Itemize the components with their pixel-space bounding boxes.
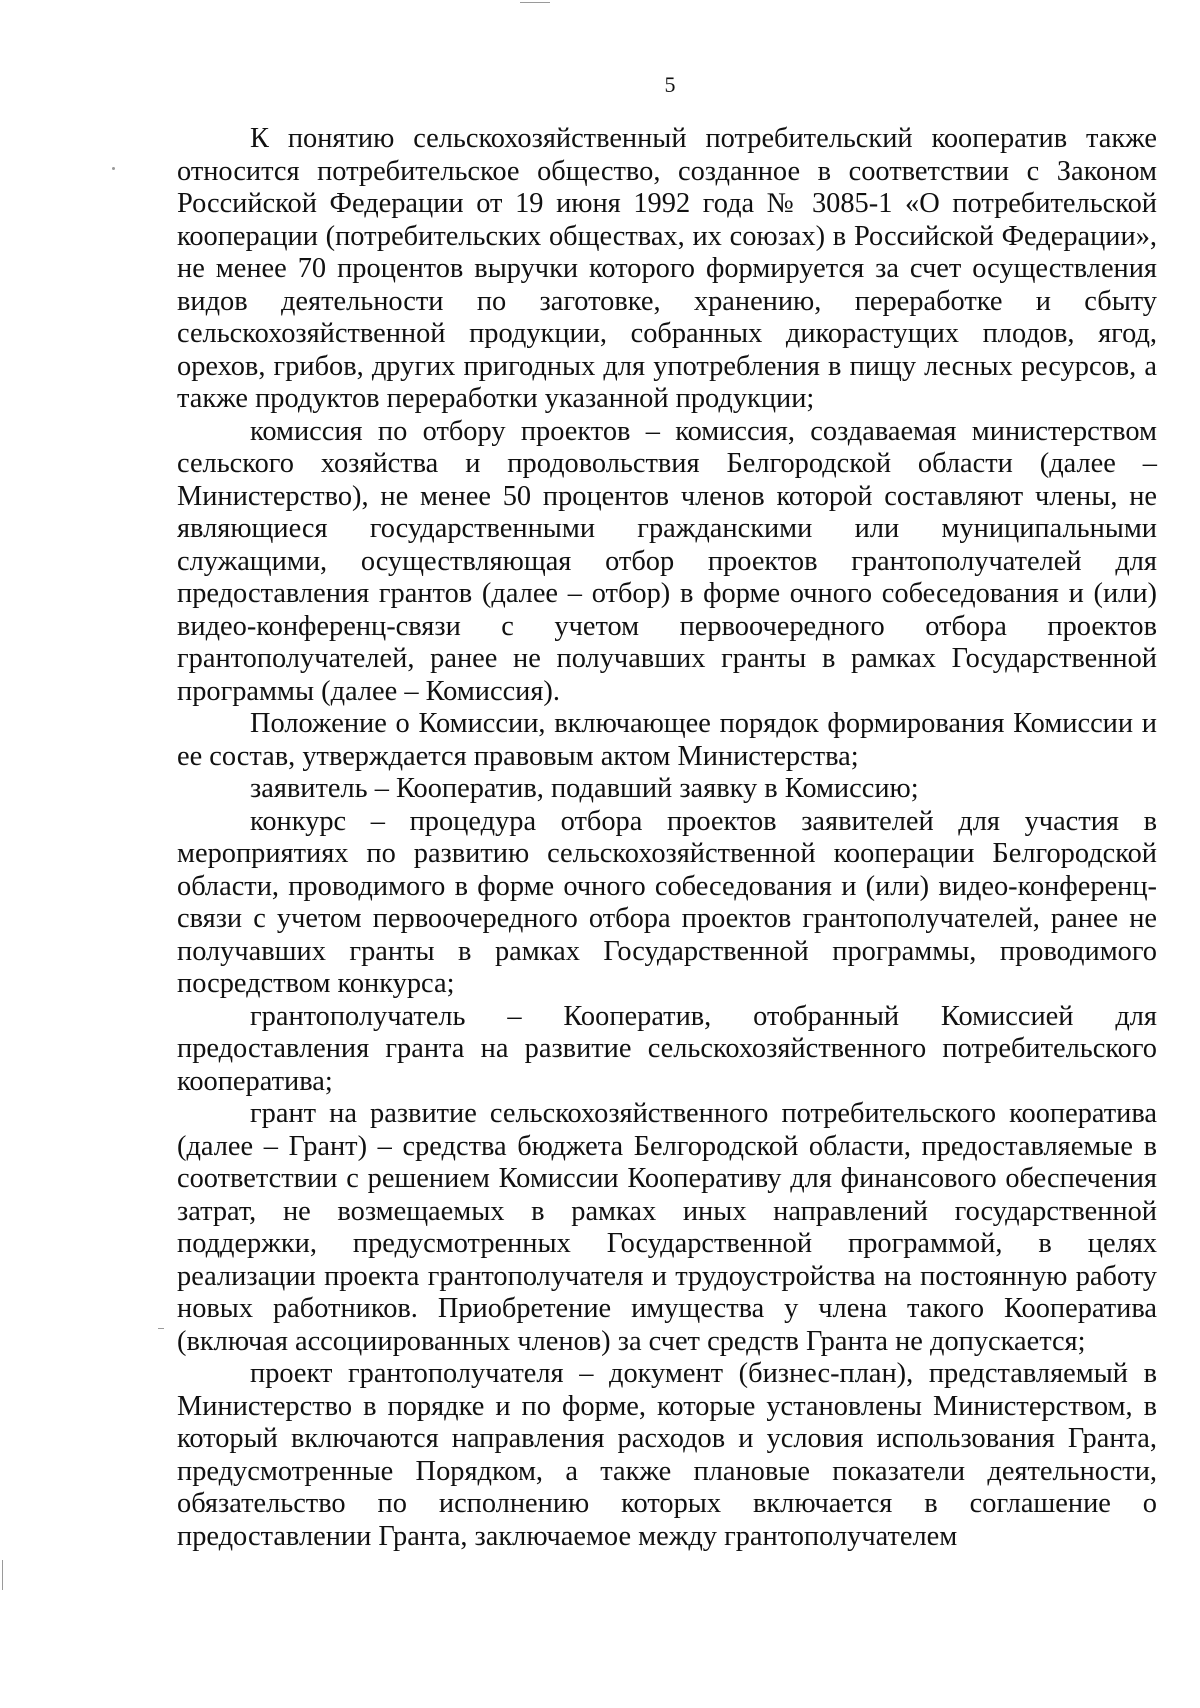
paragraph-commission-regulation: Положение о Комиссии, включающее порядок формирования Комиссии и ее состав, утверждается правовым актом Министерства; [177,708,1157,772]
paragraph-competition: конкурс – процедура отбора проектов заявителей для участия в мероприятиях по развитию сельскохозяйственной кооперации Белгородской области, проводимого в форме очного собеседования и (или) видео-конференц-связи с учетом первоочередного отбора проектов грантополучателей, ранее не получавших гранты в рамках Государственной программы, проводимого посредством конкурса; [177,805,1157,999]
paragraph-grant: грант на развитие сельскохозяйственного потребительского кооператива (далее – Грант) – средства бюджета Белгородской области, предоставляемые в соответствии с решением Комиссии Кооперативу для финансового обеспечения затрат, не возмещаемых в рамках иных направлений государственной поддержки, предусмотренных Государственной программой, в целях реализации проекта грантополучателя и трудоустройства на постоянную работу новых работников. Приобретение имущества у члена такого Кооператива (включая ассоциированных членов) за счет средств Гранта не допускается; [177,1098,1157,1357]
scan-mark-left-dot [112,167,115,170]
scan-mark-left-edge [2,1560,3,1590]
document-body [177,123,1157,1553]
paragraph-applicant: заявитель – Кооператив, подавший заявку в Комиссию; [250,773,919,804]
page-number: 5 [664,72,676,97]
paragraph-recipient-project: проект грантополучателя – документ (бизнес-план), представляемый в Министерство в порядке и по форме, которые установлены Министерством, в который включаются направления расходов и условия использования Гранта, предусмотренные Порядком, а также плановые показатели деятельности, обязательство по исполнению которых включается в соглашение о предоставлении Гранта, заключаемое между грантополучателем [177,1358,1157,1552]
paragraph-grant-recipient: грантополучатель – Кооператив, отобранный Комиссией для предоставления гранта на развитие сельскохозяйственного потребительского кооператива; [177,1000,1157,1097]
paragraph-selection-commission: комиссия по отбору проектов – комиссия, создаваемая министерством сельского хозяйства и продовольствия Белгородской области (далее – Министерство), не менее 50 процентов членов которой составляют члены, не являющиеся государственными гражданскими или муниципальными служащими, осуществляющая отбор проектов грантополучателей для предоставления грантов (далее – отбор) в форме очного собеседования и (или) видео-конференц-связи с учетом первоочередного отбора проектов грантополучателей, ранее не получавших гранты в рамках Государственной программы (далее – Комиссия). [177,415,1157,707]
scan-mark-top [520,2,550,3]
scan-mark-left-dash [158,1328,164,1329]
paragraph-cooperative-definition: К понятию сельскохозяйственный потребительский кооператив также относится потребительское общество, созданное в соответствии с Законом Российской Федерации от 19 июня 1992 года № 3085-1 «О потребительской кооперации (потребительских обществах, их союзах) в Российской Федерации», не менее 70 процентов выручки которого формируется за счет осуществления видов деятельности по заготовке, хранению, переработке и сбыту сельскохозяйственной продукции, собранных дикорастущих плодов, ягод, орехов, грибов, других пригодных для употребления в пищу лесных ресурсов, а также продуктов переработки указанной продукции; [177,123,1157,414]
